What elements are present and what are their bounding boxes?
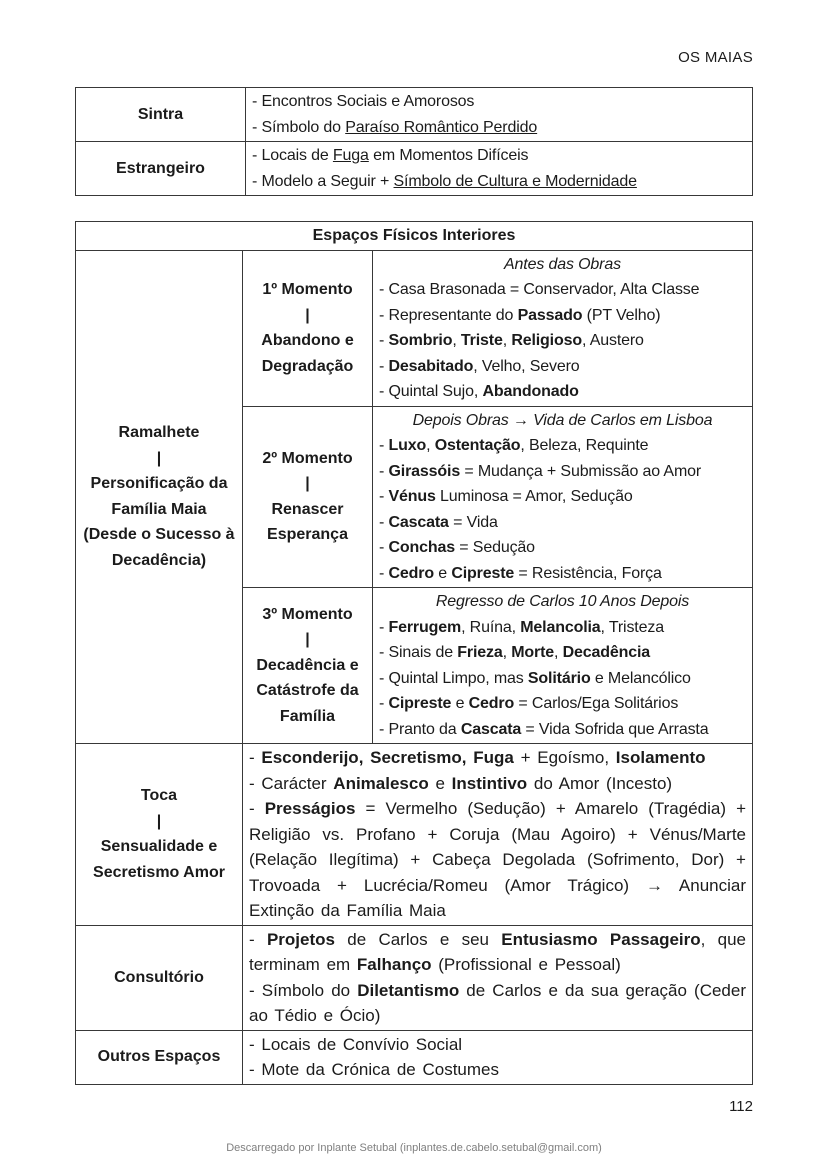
text-line	[379, 252, 746, 278]
momento-3-content-cell	[373, 588, 753, 744]
text-line	[379, 535, 746, 561]
estrangeiro-content-cell	[246, 142, 753, 196]
text-line	[379, 303, 746, 329]
text-segment: Entusiasmo Passageiro	[501, 929, 701, 949]
toca-content-cell	[243, 744, 753, 926]
text-segment: Símbolo de Cultura e Modernidade	[393, 172, 637, 190]
text-line: |	[156, 812, 162, 830]
text-segment: Paraíso Romântico Perdido	[345, 118, 538, 136]
text-segment: - Modelo a Seguir +	[252, 172, 394, 190]
text-segment: - Encontros Sociais e Amorosos	[252, 93, 475, 110]
text-line: (Desde o Sucesso à Decadência)	[83, 526, 235, 569]
text-segment: Desabitado	[388, 357, 474, 375]
text-segment: Girassóis	[388, 462, 461, 480]
text-segment: -	[379, 539, 389, 556]
text-segment: (PT Velho)	[582, 306, 661, 324]
consultorio-label-cell	[76, 925, 243, 1030]
text-segment: - Carácter	[249, 773, 334, 793]
text-segment: -	[249, 929, 267, 949]
momento-1-label-cell	[243, 250, 373, 406]
text-segment: de Carlos e seu	[334, 929, 502, 949]
text-line	[379, 379, 746, 405]
text-segment: Cipreste	[388, 695, 452, 712]
text-line	[249, 796, 746, 924]
text-line	[249, 1032, 746, 1058]
text-segment: -	[249, 799, 265, 818]
text-segment: Esconderijo, Secretismo, Fuga	[261, 748, 514, 767]
text-segment: -	[379, 564, 389, 582]
text-segment: Ostentação	[434, 437, 521, 454]
table-title-row	[76, 222, 753, 251]
table-row	[76, 88, 753, 142]
table-title-cell: Espaços Físicos Interiores	[76, 222, 753, 251]
text-line	[379, 666, 746, 692]
text-segment: -	[379, 357, 389, 375]
text-segment: em Momentos Difíceis	[368, 147, 529, 164]
text-segment: Depois Obras	[412, 411, 513, 429]
text-segment: Luminosa = Amor, Sedução	[435, 488, 633, 505]
row-label-estrangeiro	[76, 142, 246, 196]
text-segment: -	[379, 513, 389, 531]
ramalhete-label-cell	[76, 250, 243, 744]
momento-2-label-cell	[243, 406, 373, 588]
text-line	[379, 615, 746, 641]
text-segment: ,	[426, 437, 435, 454]
text-segment: Melancolia	[520, 618, 601, 636]
text-segment: -	[379, 332, 389, 349]
text-segment: Antes das Obras	[504, 255, 621, 273]
exterior-spaces-table	[75, 87, 753, 196]
outros-espacos-label-cell	[76, 1030, 243, 1084]
text-segment: , Beleza, Requinte	[520, 437, 649, 454]
text-segment: Projetos	[266, 929, 335, 949]
table-row	[76, 142, 753, 196]
download-note: Descarregado por Inplante Setubal (inplantes.de.cabelo.setubal@gmail.com)	[226, 1142, 602, 1154]
momento-1-content-cell	[373, 250, 753, 406]
text-segment: e	[433, 564, 452, 582]
momento-3-label-cell	[243, 588, 373, 744]
text-segment: , que terminam em	[249, 929, 747, 974]
text-segment: + Egoísmo,	[513, 748, 616, 767]
text-segment: = Resistência, Força	[514, 564, 662, 582]
text-line: 3º Momento	[262, 605, 353, 623]
text-segment: , Austero	[581, 332, 644, 349]
text-segment: -	[249, 748, 262, 767]
text-line	[252, 115, 746, 141]
text-line	[379, 640, 746, 666]
text-line: Renascer Esperança	[267, 500, 348, 544]
text-segment: Sombrio	[388, 332, 453, 349]
text-line	[249, 1057, 746, 1083]
text-segment: e	[451, 695, 469, 712]
text-segment: Solitário	[527, 669, 591, 687]
toca-label-cell	[76, 744, 243, 926]
sintra-content-cell	[246, 88, 753, 142]
text-segment: do Amor (Incesto)	[527, 773, 673, 793]
text-line	[252, 169, 746, 195]
text-segment: - Locais de Convívio Social	[249, 1034, 463, 1054]
text-segment: Passado	[517, 306, 583, 324]
text-segment: -	[379, 437, 389, 454]
text-line	[379, 408, 746, 434]
text-segment: = Carlos/Ega Solitários	[514, 695, 679, 712]
text-segment: -	[379, 488, 389, 505]
text-segment: Religioso	[511, 332, 582, 349]
outros-espacos-content-cell	[243, 1030, 753, 1084]
text-segment: , Tristeza	[600, 618, 664, 636]
text-line	[379, 328, 746, 354]
text-segment: = Vida Sofrida que Arrasta	[521, 720, 709, 738]
text-segment: Vénus	[388, 488, 436, 505]
text-segment: = Mudança + Submissão ao Amor	[460, 462, 702, 480]
text-line	[379, 484, 746, 510]
text-segment: Falhanço	[356, 955, 432, 974]
text-line: Consultório	[114, 968, 204, 986]
text-segment: - Representante do	[379, 306, 518, 324]
text-segment: -	[379, 618, 389, 636]
text-segment: Fuga	[332, 147, 369, 164]
text-segment: →	[645, 875, 663, 895]
text-line	[379, 459, 746, 485]
text-line	[379, 510, 746, 536]
text-segment: = Sedução	[455, 539, 535, 556]
row-label-text: Estrangeiro	[116, 159, 205, 177]
text-segment: Cascata	[460, 720, 522, 738]
text-line	[379, 433, 746, 459]
text-segment: ,	[452, 332, 461, 349]
text-line	[249, 927, 746, 978]
text-line: Ramalhete	[118, 424, 200, 442]
text-segment: - Quintal Sujo,	[379, 383, 483, 400]
text-line: |	[156, 449, 162, 467]
page-number: 112	[729, 1098, 753, 1115]
text-segment: Morte	[511, 644, 554, 661]
text-line: 2º Momento	[262, 449, 353, 467]
text-segment: , Ruína,	[461, 618, 521, 636]
text-segment: Isolamento	[615, 748, 706, 767]
consultorio-content-cell	[243, 925, 753, 1030]
text-segment: -	[379, 695, 389, 712]
text-line: 1º Momento	[262, 281, 353, 298]
text-line: |	[305, 306, 310, 324]
text-segment: Cedro	[388, 564, 434, 582]
text-segment: - Mote da Crónica de Costumes	[249, 1060, 499, 1079]
text-segment: de Carlos e da sua geração (Ceder ao Tédio e Ócio)	[249, 980, 746, 1025]
text-segment: - Símbolo do	[249, 980, 358, 1000]
text-segment: - Casa Brasonada = Conservador, Alta Classe	[379, 281, 700, 298]
text-segment: ,	[502, 644, 512, 661]
text-segment: →	[512, 411, 534, 429]
text-line	[249, 978, 746, 1029]
text-segment: - Símbolo do	[252, 118, 346, 136]
text-segment: Ferrugem	[388, 618, 462, 636]
text-line: Toca	[140, 787, 178, 805]
text-line	[379, 354, 746, 380]
text-segment: Cipreste	[451, 564, 515, 582]
text-segment: - Sinais de	[379, 644, 458, 661]
text-line: Outros Espaços	[97, 1048, 221, 1066]
table-row	[76, 744, 753, 926]
table-row	[76, 250, 753, 406]
text-segment: Vida de Carlos em Lisboa	[533, 411, 713, 429]
text-segment: Cascata	[388, 513, 449, 531]
text-line	[249, 745, 746, 771]
text-line: Decadência e Catástrofe da Família	[256, 656, 359, 725]
text-line	[379, 561, 746, 587]
text-line	[249, 771, 746, 797]
document-header	[678, 49, 753, 66]
text-line	[379, 277, 746, 303]
text-segment: (Profissional e Pessoal)	[431, 955, 621, 974]
text-line: |	[305, 631, 310, 649]
text-segment: Animalesco	[333, 773, 429, 793]
text-segment: e Melancólico	[590, 669, 691, 687]
text-segment: Presságios	[264, 799, 356, 818]
row-label-sintra	[76, 88, 246, 142]
text-segment: Frieza	[457, 644, 503, 661]
text-segment: - Locais de	[252, 147, 333, 164]
text-line: |	[305, 475, 310, 493]
text-line: Personificação da Família Maia	[90, 475, 228, 518]
momento-2-content-cell	[373, 406, 753, 588]
text-segment: = Vermelho (Sedução) + Amarelo (Tragédia) + Religião vs. Profano + Coruja (Mau Agoiro) + Vénus/Marte (Relação Ilegítima) + Cabeça Degolada (Sofrimento, Dor) + Trovoada + Lucrécia/Romeu (Amor Trágico)	[249, 799, 746, 895]
document-header-title: OS MAIAS	[678, 49, 753, 66]
text-segment: - Quintal Limpo, mas	[379, 669, 528, 687]
text-line: Sensualidade e Secretismo Amor	[93, 838, 225, 881]
text-line	[379, 691, 746, 717]
text-segment: ,	[554, 644, 563, 661]
text-segment: e	[428, 773, 452, 793]
text-segment: = Vida	[448, 513, 498, 531]
text-line	[252, 143, 746, 169]
text-segment: Conchas	[388, 539, 456, 556]
text-segment: Decadência	[562, 644, 651, 661]
text-segment: Triste	[460, 332, 503, 349]
text-segment: , Velho, Severo	[473, 357, 580, 375]
text-segment: Anunciar Extinção da Família Maia	[249, 875, 747, 920]
table-row	[76, 925, 753, 1030]
text-line	[252, 89, 746, 115]
text-line	[379, 589, 746, 615]
text-segment: Abandonado	[482, 383, 579, 400]
table-row	[76, 1030, 753, 1084]
text-segment: ,	[502, 332, 512, 349]
row-label-text: Sintra	[137, 105, 184, 123]
text-segment: Regresso de Carlos 10 Anos Depois	[435, 593, 690, 610]
text-segment: Cedro	[468, 695, 515, 712]
text-segment: Instintivo	[451, 773, 528, 793]
text-segment: Diletantismo	[357, 980, 460, 1000]
text-segment: Luxo	[388, 437, 427, 454]
text-line	[379, 717, 746, 743]
text-segment: - Pranto da	[379, 720, 461, 738]
text-segment: -	[379, 462, 389, 480]
text-line: Abandono e Degradação	[261, 332, 354, 375]
interior-spaces-table	[75, 221, 753, 1085]
